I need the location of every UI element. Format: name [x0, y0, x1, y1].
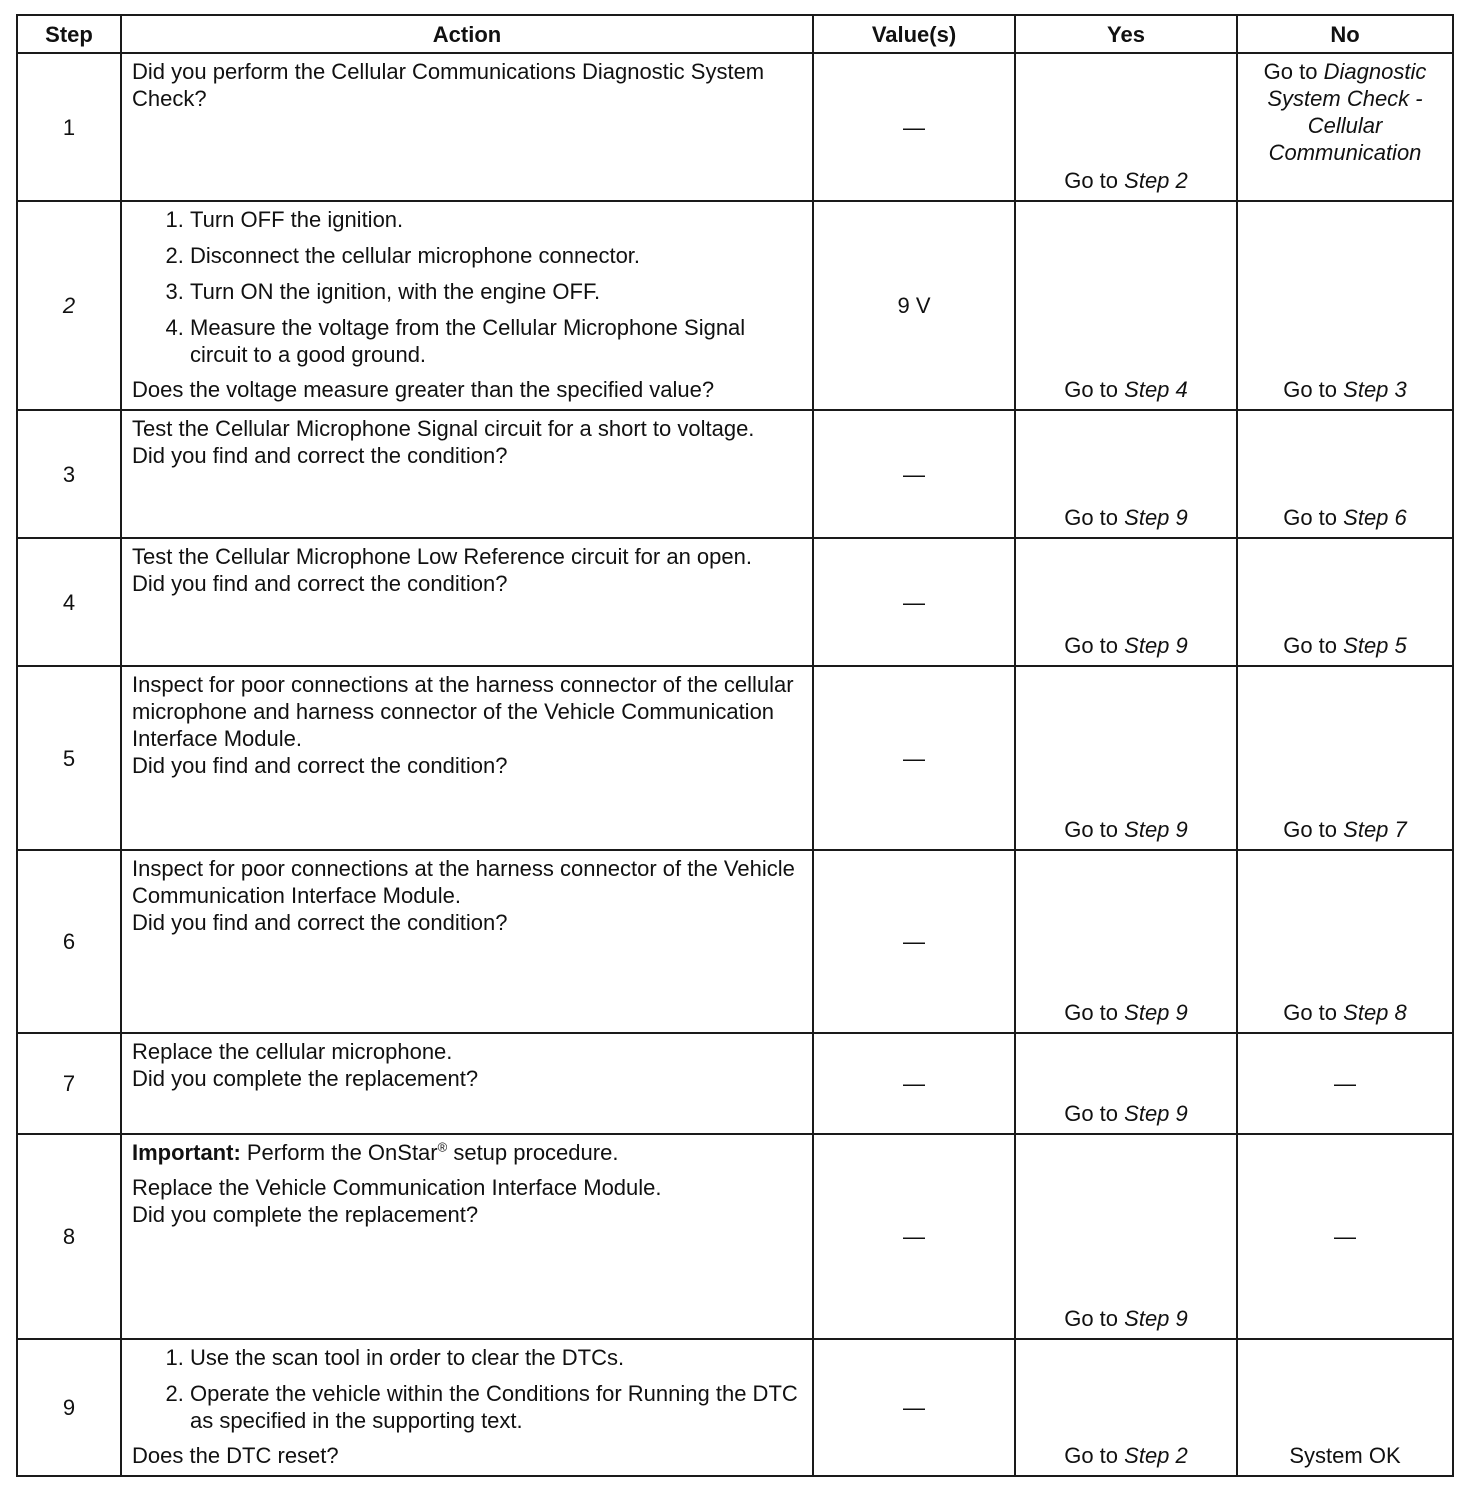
yes-target: Step 2: [1124, 168, 1188, 193]
value-cell: —: [813, 410, 1015, 538]
yes-cell: [1015, 410, 1237, 538]
header-action: Action: [121, 15, 813, 53]
table-row: [17, 410, 1453, 538]
header-row: [17, 15, 1453, 53]
procedure-item: 2. Disconnect the cellular microphone connector.: [190, 242, 804, 269]
go-to-label: Go to: [1064, 817, 1119, 842]
important-tail: setup procedure.: [447, 1140, 619, 1165]
no-target: Step 5: [1343, 633, 1407, 658]
go-to-label: Go to: [1283, 1000, 1338, 1025]
table-row: [17, 1033, 1453, 1134]
table-row: [17, 538, 1453, 666]
value-cell: —: [813, 666, 1015, 850]
action-cell: [121, 53, 813, 201]
step-number: 4: [17, 538, 121, 666]
yes-target: Step 9: [1124, 1306, 1188, 1331]
step-number: 8: [17, 1134, 121, 1339]
go-to-label: Go to: [1064, 1306, 1119, 1331]
procedure-item: 2. Operate the vehicle within the Conditions for Running the DTC as specified in the supporting text.: [190, 1380, 804, 1434]
go-to-label: Go to: [1064, 633, 1119, 658]
action-text: Test the Cellular Microphone Signal circuit for a short to voltage.: [132, 416, 755, 441]
action-question: Did you find and correct the condition?: [132, 571, 508, 596]
yes-cell: [1015, 538, 1237, 666]
action-text: Inspect for poor connections at the harness connector of the cellular microphone and harness connector of the Vehicle Communication Interface Module.: [132, 672, 794, 751]
procedure-item: 4. Measure the voltage from the Cellular Microphone Signal circuit to a good ground.: [190, 314, 804, 368]
step-number: 5: [17, 666, 121, 850]
no-target: Step 8: [1343, 1000, 1407, 1025]
table-row: [17, 53, 1453, 201]
procedure-item: 3. Turn ON the ignition, with the engine OFF.: [190, 278, 804, 305]
header-step: Step: [17, 15, 121, 53]
yes-cell: [1015, 53, 1237, 201]
action-question: Did you complete the replacement?: [132, 1066, 479, 1091]
action-question: Did you find and correct the condition?: [132, 753, 508, 778]
action-question: Did you find and correct the condition?: [132, 443, 508, 468]
procedure-item: 1. Turn OFF the ignition.: [190, 206, 804, 233]
important-note: [132, 1139, 804, 1166]
value-cell: —: [813, 538, 1015, 666]
no-cell: [1237, 410, 1453, 538]
table-row: [17, 1134, 1453, 1339]
step-number: 9: [17, 1339, 121, 1476]
action-text: Replace the cellular microphone.: [132, 1039, 453, 1064]
action-question: Did you find and correct the condition?: [132, 910, 508, 935]
go-to-label: Go to: [1263, 59, 1318, 84]
action-text: Inspect for poor connections at the harness connector of the Vehicle Communication Interface Module.: [132, 856, 795, 908]
no-target: Step 3: [1343, 377, 1407, 402]
important-label: Important:: [132, 1140, 241, 1165]
action-cell: [121, 1339, 813, 1476]
go-to-label: Go to: [1064, 505, 1119, 530]
no-cell: [1237, 538, 1453, 666]
action-cell: [121, 538, 813, 666]
yes-target: Step 4: [1124, 377, 1188, 402]
no-cell: [1237, 666, 1453, 850]
no-cell: [1237, 850, 1453, 1033]
action-cell: [121, 666, 813, 850]
go-to-label: Go to: [1064, 1443, 1119, 1468]
yes-cell: [1015, 201, 1237, 410]
no-cell: —: [1237, 1033, 1453, 1134]
action-text: Test the Cellular Microphone Low Reference circuit for an open.: [132, 544, 752, 569]
go-to-label: Go to: [1283, 817, 1338, 842]
procedure-list: [132, 1344, 804, 1442]
no-cell: —: [1237, 1134, 1453, 1339]
value-cell: 9 V: [813, 201, 1015, 410]
header-yes: Yes: [1015, 15, 1237, 53]
value-cell: —: [813, 53, 1015, 201]
yes-cell: [1015, 666, 1237, 850]
action-cell: [121, 850, 813, 1033]
value-cell: —: [813, 1339, 1015, 1476]
action-question: Does the voltage measure greater than the specified value?: [132, 377, 715, 402]
yes-target: Step 9: [1124, 505, 1188, 530]
procedure-item: 1. Use the scan tool in order to clear the DTCs.: [190, 1344, 804, 1371]
no-cell: [1237, 201, 1453, 410]
yes-target: Step 2: [1124, 1443, 1188, 1468]
go-to-label: Go to: [1283, 377, 1338, 402]
go-to-label: Go to: [1064, 168, 1119, 193]
go-to-label: Go to: [1283, 505, 1338, 530]
go-to-label: Go to: [1064, 1000, 1119, 1025]
header-values: Value(s): [813, 15, 1015, 53]
table-row: [17, 1339, 1453, 1476]
registered-mark: ®: [437, 1139, 448, 1155]
no-cell: [1237, 1339, 1453, 1476]
no-value: System OK: [1289, 1443, 1401, 1468]
go-to-label: Go to: [1064, 1101, 1119, 1126]
action-question: Did you complete the replacement?: [132, 1202, 479, 1227]
step-number: 1: [17, 53, 121, 201]
no-target: Step 6: [1343, 505, 1407, 530]
go-to-label: Go to: [1064, 377, 1119, 402]
action-text: Replace the Vehicle Communication Interface Module.: [132, 1175, 662, 1200]
yes-target: Step 9: [1124, 633, 1188, 658]
value-cell: —: [813, 1033, 1015, 1134]
important-text: Perform the OnStar: [240, 1140, 438, 1165]
yes-cell: [1015, 1134, 1237, 1339]
yes-cell: [1015, 850, 1237, 1033]
action-cell: [121, 410, 813, 538]
value-cell: —: [813, 850, 1015, 1033]
yes-target: Step 9: [1124, 1101, 1188, 1126]
no-cell: [1237, 53, 1453, 201]
action-text: Did you perform the Cellular Communications Diagnostic System Check?: [132, 59, 765, 111]
procedure-list: [132, 206, 804, 376]
go-to-label: Go to: [1283, 633, 1338, 658]
table-row: [17, 201, 1453, 410]
no-target: Step 7: [1343, 817, 1407, 842]
step-number: 3: [17, 410, 121, 538]
yes-cell: [1015, 1033, 1237, 1134]
table-row: [17, 850, 1453, 1033]
step-number: 7: [17, 1033, 121, 1134]
step-number: 2: [17, 201, 121, 410]
no-target: Diagnostic System Check - Cellular Communication: [1267, 59, 1427, 165]
action-question: Does the DTC reset?: [132, 1443, 339, 1468]
yes-target: Step 9: [1124, 1000, 1188, 1025]
action-cell: [121, 1033, 813, 1134]
yes-target: Step 9: [1124, 817, 1188, 842]
table-row: [17, 666, 1453, 850]
action-cell: [121, 201, 813, 410]
value-cell: —: [813, 1134, 1015, 1339]
step-number: 6: [17, 850, 121, 1033]
yes-cell: [1015, 1339, 1237, 1476]
diagnostic-table: [16, 14, 1454, 1477]
header-no: No: [1237, 15, 1453, 53]
action-cell: [121, 1134, 813, 1339]
